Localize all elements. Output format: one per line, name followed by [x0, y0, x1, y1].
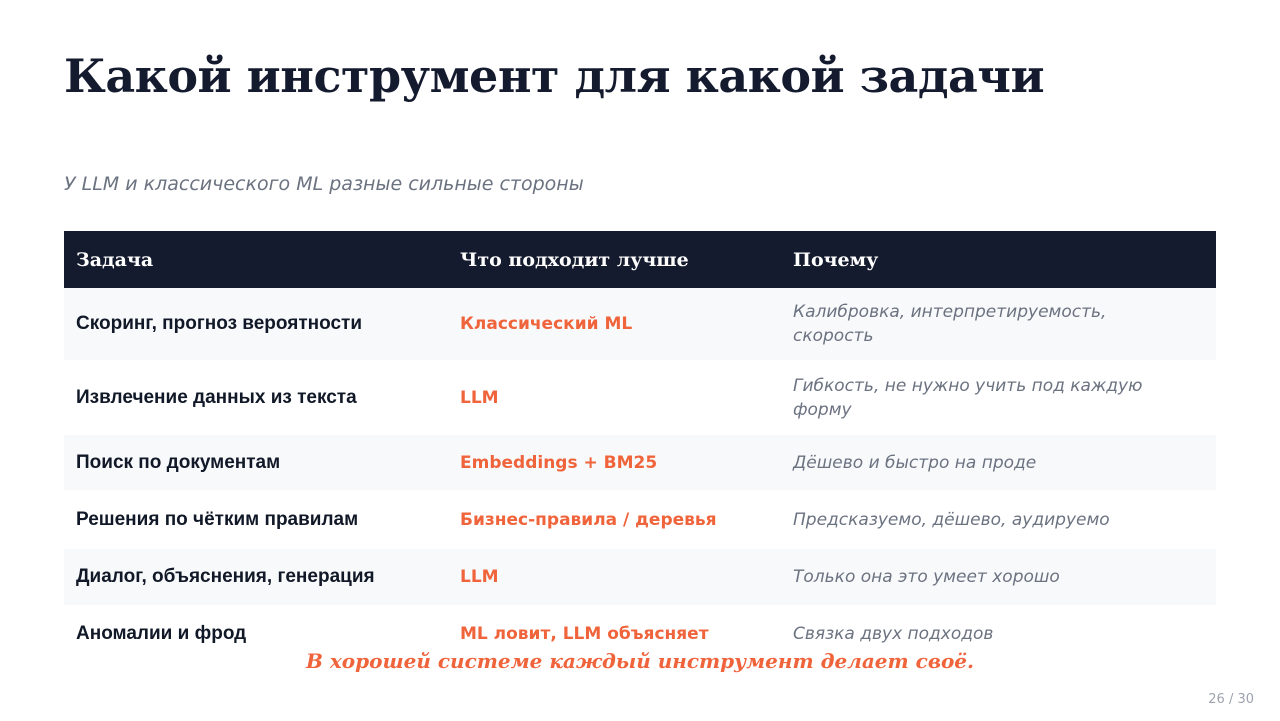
row-task: Извлечение данных из текста	[76, 386, 357, 408]
row-tool: LLM	[460, 567, 499, 587]
row-reason: Дёшево и быстро на проде	[793, 452, 1037, 473]
row-reason: Предсказуемо, дёшево, аудируемо	[793, 509, 1110, 530]
slide-title: Какой инструмент для какой задачи	[64, 49, 1045, 103]
header-task: Задача	[76, 248, 154, 271]
page-number: 26 / 30	[1208, 692, 1254, 707]
row-reason: Только она это умеет хорошо	[793, 567, 1060, 587]
row-tool: LLM	[460, 387, 499, 408]
comparison-table	[64, 231, 1216, 663]
table-row	[64, 288, 1216, 360]
row-reason: Калибровка, интерпретируемость, скорость	[793, 302, 1107, 346]
table-row	[64, 435, 1216, 490]
row-reason: Связка двух подходов	[793, 624, 994, 644]
row-tool: Классический ML	[460, 314, 633, 334]
row-task: Скоринг, прогноз вероятности	[76, 313, 363, 334]
row-tool: Embeddings + BM25	[460, 452, 658, 473]
row-task: Диалог, объяснения, генерация	[76, 566, 375, 587]
row-tool: ML ловит, LLM объясняет	[460, 624, 709, 644]
row-reason: Гибкость, не нужно учить под каждую форму	[793, 375, 1143, 420]
table-row	[64, 490, 1216, 549]
table-row	[64, 360, 1216, 435]
row-tool: Бизнес-правила / деревья	[460, 509, 717, 530]
footer-note: В хорошей системе каждый инструмент делает своё.	[306, 649, 974, 673]
slide-subtitle: У LLM и классического ML разные сильные стороны	[64, 173, 584, 195]
table-row	[64, 549, 1216, 605]
header-reason: Почему	[793, 248, 879, 271]
row-task: Решения по чётким правилам	[76, 508, 359, 530]
row-task: Поиск по документам	[76, 451, 281, 473]
header-best-tool: Что подходит лучше	[460, 248, 689, 271]
table-header	[64, 231, 1216, 288]
row-task: Аномалии и фрод	[76, 623, 247, 644]
